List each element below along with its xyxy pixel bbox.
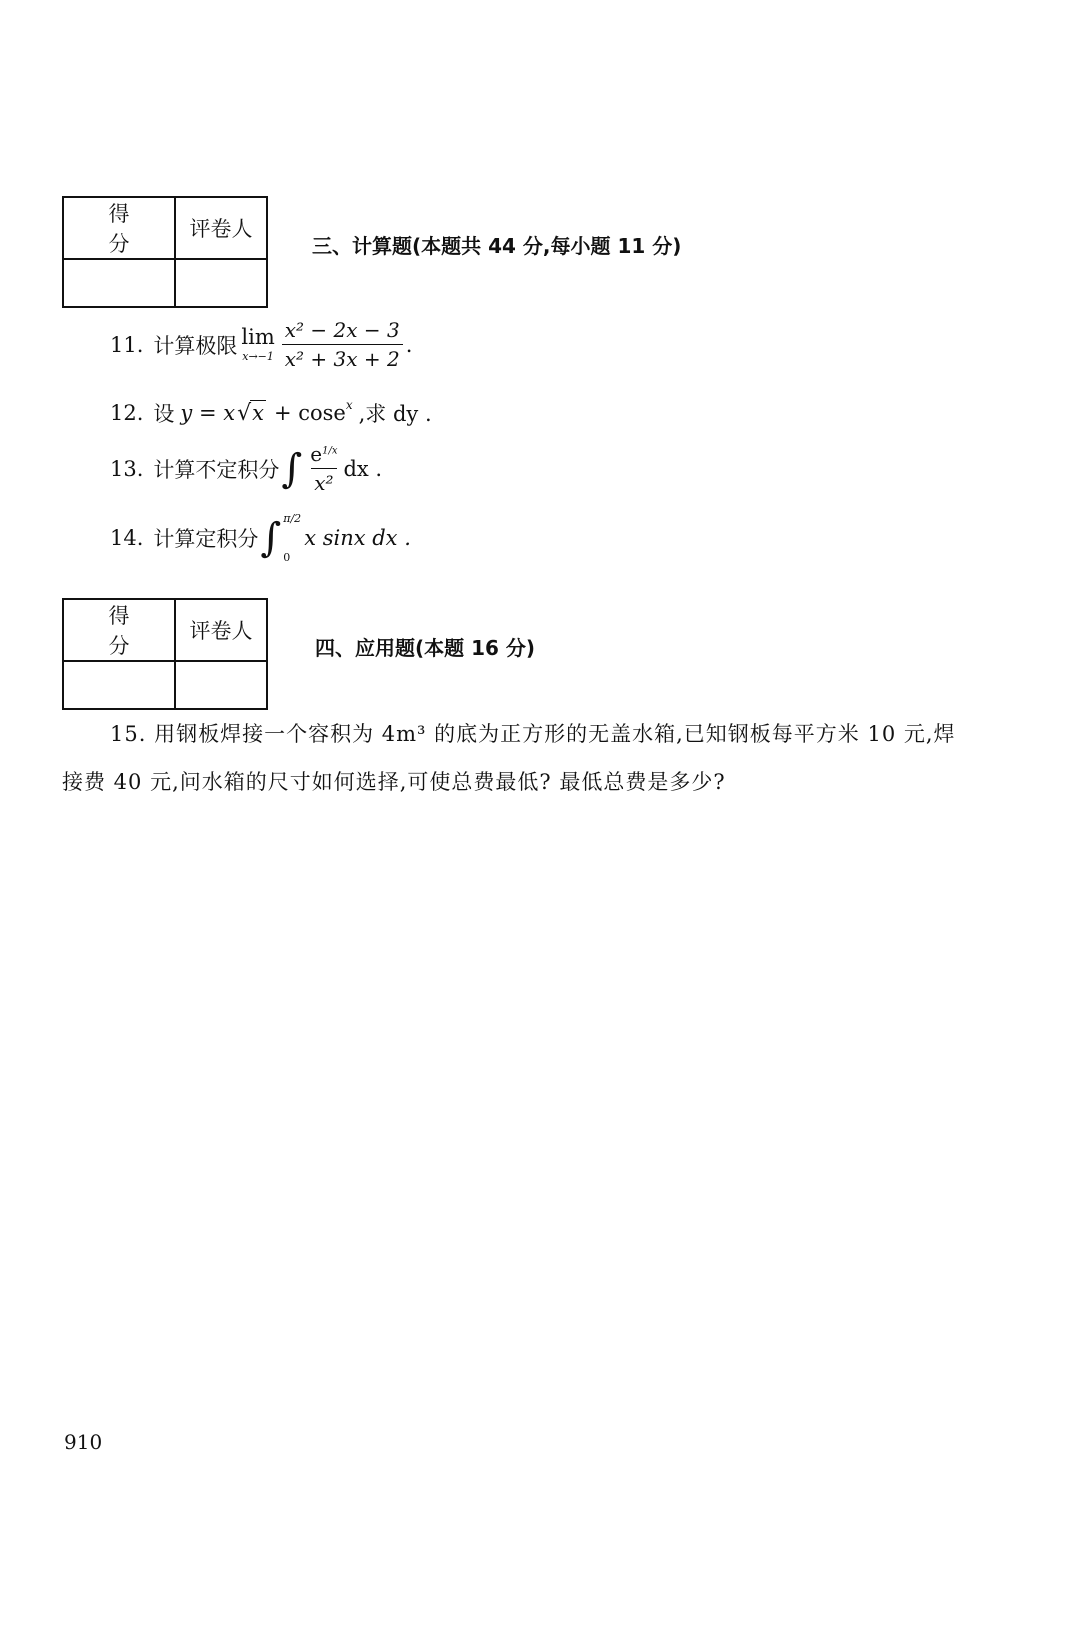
section4-title: 四、应用题(本题 16 分) [315,636,536,660]
score-cell[interactable] [63,259,175,307]
problem-12-number: 12. [110,401,144,425]
lower-bound: 0 [283,551,291,564]
integrand-fraction [307,442,340,495]
problem-15-line1: 15. 用钢板焊接一个容积为 4m³ 的底为正方形的无盖水箱,已知钢板每平方米 10 元,焊 [110,722,956,746]
grader-cell[interactable] [175,259,267,307]
limit-operator [241,327,274,362]
problem-11-number: 11. [110,332,144,357]
problem-14-text: 计算定积分 [153,527,259,551]
limit-fraction [282,318,403,371]
grader-header: 评卷人 [175,197,267,259]
problem-12-y: y = x [180,401,236,425]
problem-12-text: 设 [153,402,175,426]
problem-12-exp: x [345,398,353,412]
upper-bound: π/2 [283,512,302,525]
problem-14-number: 14. [110,526,144,550]
problem-13-number: 13. [110,456,144,481]
problem-15 [62,710,982,806]
problem-14 [110,512,411,564]
grader-cell[interactable] [175,661,267,709]
problem-13-text: 计算不定积分 [153,457,280,482]
problem-13-dx: dx . [343,456,383,481]
sqrt-expression [237,401,266,426]
sqrt-argument: x [252,400,264,425]
grader-header: 评卷人 [175,599,267,661]
definite-integral-icon: ∫ [260,515,282,561]
problem-11 [110,318,412,371]
problem-14-integrand: x sinx dx . [304,526,411,550]
page-number: 910 [64,1430,103,1454]
problem-12-rest: + cose [273,401,346,425]
section3-title: 三、计算题(本题共 44 分,每小题 11 分) [312,234,682,258]
score-header: 得 分 [63,599,175,661]
integrand-denominator: x² [311,468,336,495]
score-table-section4 [62,598,268,710]
problem-11-text: 计算极限 [153,333,238,358]
problem-12 [110,398,432,428]
sqrt-icon: √ [237,400,252,426]
limit-numerator: x² − 2x − 3 [284,318,400,342]
score-header: 得 分 [63,197,175,259]
problem-15-line2: 接费 40 元,问水箱的尺寸如何选择,可使总费最低? 最低总费是多少? [62,770,726,794]
limit-denominator: x² + 3x + 2 [282,344,403,371]
problem-11-end: . [405,332,413,357]
integral-icon: ∫ [281,445,303,492]
limit-label: lim [241,325,275,349]
score-table-section3 [62,196,268,308]
integrand-numerator: $e^{1/x}$ [310,442,338,466]
problem-12-tail: ,求 dy . [358,402,432,426]
limit-subscript: x→−1 [242,350,274,363]
score-cell[interactable] [63,661,175,709]
problem-13 [110,442,382,495]
integral-bounds [283,512,301,564]
exponent: 1/x [322,445,338,457]
